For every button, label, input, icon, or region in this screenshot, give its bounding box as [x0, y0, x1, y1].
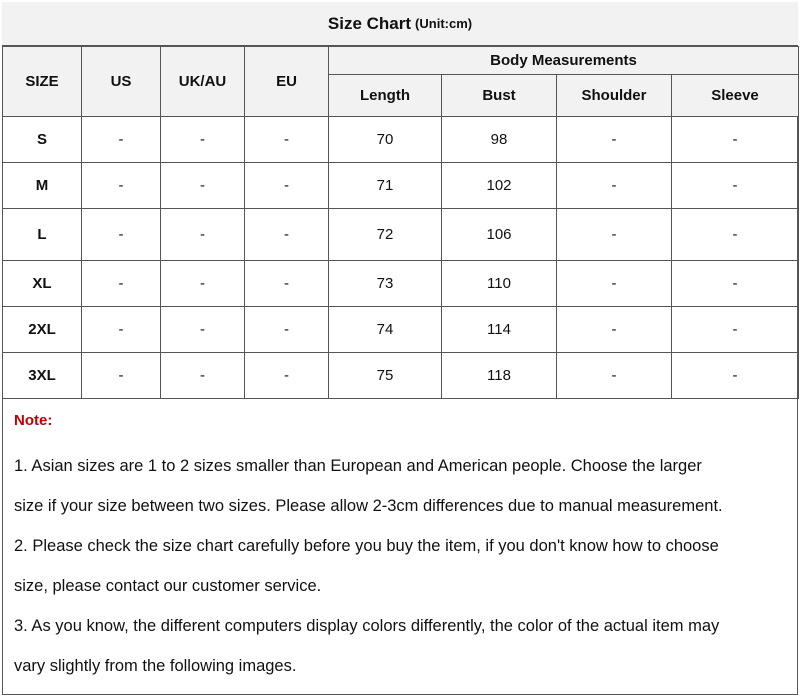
header-body-measurements: Body Measurements — [329, 47, 799, 75]
size-cell: L — [3, 209, 82, 261]
sleeve-cell: - — [672, 261, 799, 307]
sleeve-cell: - — [672, 163, 799, 209]
header-sleeve: Sleeve — [672, 75, 799, 117]
ukau-cell: - — [161, 261, 245, 307]
bust-cell: 102 — [442, 163, 557, 209]
shoulder-cell: - — [557, 117, 672, 163]
header-us: US — [82, 47, 161, 117]
sleeve-cell: - — [672, 117, 799, 163]
table-row — [3, 307, 799, 353]
note-line: size if your size between two sizes. Please allow 2-3cm differences due to manual measurement. — [14, 497, 723, 515]
eu-cell: - — [245, 163, 329, 209]
notes-section — [2, 400, 798, 695]
shoulder-cell: - — [557, 353, 672, 399]
eu-cell: - — [245, 209, 329, 261]
header-shoulder: Shoulder — [557, 75, 672, 117]
bust-cell: 114 — [442, 307, 557, 353]
table-row — [3, 261, 799, 307]
length-cell: 75 — [329, 353, 442, 399]
shoulder-cell: - — [557, 163, 672, 209]
eu-cell: - — [245, 261, 329, 307]
eu-cell: - — [245, 117, 329, 163]
sleeve-cell: - — [672, 307, 799, 353]
header-length: Length — [329, 75, 442, 117]
length-cell: 74 — [329, 307, 442, 353]
note-line: 2. Please check the size chart carefully before you buy the item, if you don't know how to choose — [14, 537, 719, 555]
length-cell: 72 — [329, 209, 442, 261]
ukau-cell: - — [161, 209, 245, 261]
table-row — [3, 209, 799, 261]
shoulder-cell: - — [557, 209, 672, 261]
us-cell: - — [82, 307, 161, 353]
header-ukau: UK/AU — [161, 47, 245, 117]
ukau-cell: - — [161, 353, 245, 399]
size-cell: S — [3, 117, 82, 163]
ukau-cell: - — [161, 117, 245, 163]
size-cell: 2XL — [3, 307, 82, 353]
table-row — [3, 163, 799, 209]
ukau-cell: - — [161, 163, 245, 209]
note-line: size, please contact our customer service. — [14, 577, 322, 595]
us-cell: - — [82, 353, 161, 399]
size-cell: 3XL — [3, 353, 82, 399]
us-cell: - — [82, 163, 161, 209]
ukau-cell: - — [161, 307, 245, 353]
shoulder-cell: - — [557, 261, 672, 307]
size-cell: M — [3, 163, 82, 209]
header-eu: EU — [245, 47, 329, 117]
chart-title: Size Chart — [327, 13, 412, 33]
note-line: 1. Asian sizes are 1 to 2 sizes smaller than European and American people. Choose the larger — [14, 457, 702, 475]
sleeve-cell: - — [672, 209, 799, 261]
length-cell: 73 — [329, 261, 442, 307]
eu-cell: - — [245, 307, 329, 353]
table-row — [3, 353, 799, 399]
table-row — [3, 117, 799, 163]
us-cell: - — [82, 117, 161, 163]
sleeve-cell: - — [672, 353, 799, 399]
chart-title-bar — [2, 2, 798, 46]
header-bust: Bust — [442, 75, 557, 117]
chart-unit: (Unit:cm) — [415, 16, 473, 31]
length-cell: 70 — [329, 117, 442, 163]
header-size: SIZE — [3, 47, 82, 117]
us-cell: - — [82, 209, 161, 261]
note-line: 3. As you know, the different computers display colors differently, the color of the actual item may — [14, 617, 720, 635]
note-title: Note: — [14, 412, 53, 429]
us-cell: - — [82, 261, 161, 307]
bust-cell: 106 — [442, 209, 557, 261]
length-cell: 71 — [329, 163, 442, 209]
bust-cell: 110 — [442, 261, 557, 307]
size-cell: XL — [3, 261, 82, 307]
size-table — [2, 46, 799, 399]
bust-cell: 98 — [442, 117, 557, 163]
note-line: vary slightly from the following images. — [14, 657, 297, 675]
eu-cell: - — [245, 353, 329, 399]
shoulder-cell: - — [557, 307, 672, 353]
bust-cell: 118 — [442, 353, 557, 399]
